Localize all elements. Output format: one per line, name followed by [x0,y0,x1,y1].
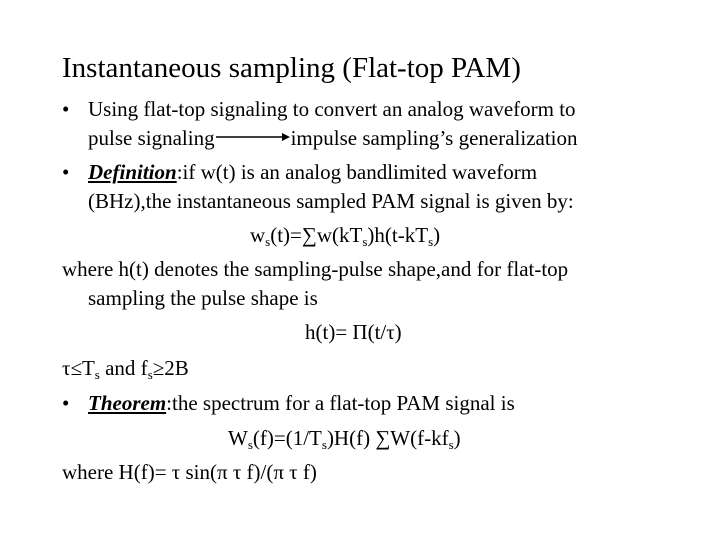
cond-part: τ≤T [62,356,95,380]
eq-subscript: s [321,437,327,452]
cond-part: and f [99,356,148,380]
eq-subscript: s [428,234,434,249]
eq-part: ) [433,223,441,247]
pulse-signaling-text: pulse signaling [88,126,215,150]
sampling-condition [62,355,189,381]
theorem-text: :the spectrum for a flat-top PAM signal is [166,391,515,415]
bullet-1-line-2 [88,125,578,151]
pulse-shape-equation: h(t)= Π(t/τ) [305,320,402,344]
eq-subscript: s [448,437,454,452]
definition-label: Definition [88,160,177,184]
eq-part: w [250,223,266,247]
eq-subscript: s [362,234,368,249]
definition-text: :if w(t) is an analog bandlimited waveform [176,160,538,184]
theorem-line [88,390,515,416]
bullet-1-line-1: Using flat-top signaling to convert an analog waveform to [88,97,576,121]
spectrum-equation [228,425,461,451]
where-line-1: where h(t) denotes the sampling-pulse shape,and for flat-top [62,257,569,281]
eq-part: (f)=(1/T [252,426,322,450]
impulse-sampling-text: impulse sampling’s generalization [290,126,578,150]
transfer-function-line: where H(f)= τ sin(π τ f)/(π τ f) [62,460,317,484]
definition-line-1 [88,159,537,185]
bullet-marker: • [62,160,70,184]
cond-part: ≥2B [152,356,189,380]
sampled-signal-equation [250,222,440,248]
slide-title: Instantaneous sampling (Flat-top PAM) [62,52,521,84]
bullet-marker: • [62,97,70,121]
eq-part: )H(f) ∑W(f-kf [326,426,449,450]
eq-part: ) [453,426,461,450]
eq-part: (t)=∑w(kT [270,223,363,247]
cond-subscript: s [147,367,153,382]
eq-subscript: s [247,437,253,452]
definition-line-2: (BHz),the instantaneous sampled PAM signal is given by: [88,189,574,213]
theorem-label: Theorem [88,391,167,415]
eq-subscript: s [265,234,271,249]
eq-part: W [228,426,248,450]
where-line-2: sampling the pulse shape is [88,286,318,310]
cond-subscript: s [94,367,100,382]
eq-part: )h(t-kT [367,223,429,247]
right-arrow-icon [216,132,290,142]
bullet-marker: • [62,391,70,415]
